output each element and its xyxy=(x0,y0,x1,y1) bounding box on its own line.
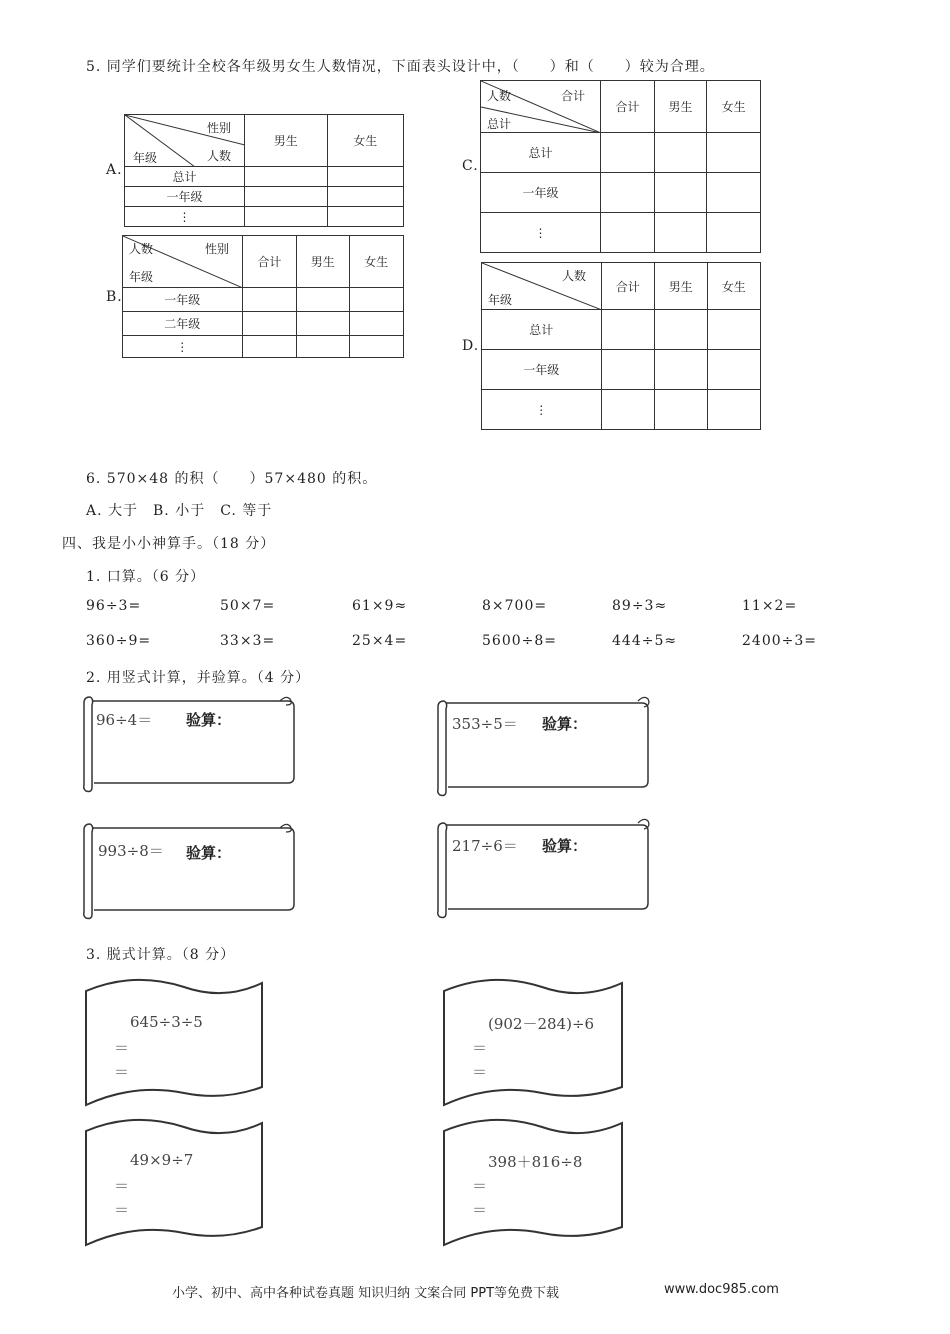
verify-label: 验算： xyxy=(542,715,588,733)
header-top: 人数 xyxy=(562,269,587,283)
part-3-title: 3. 脱式计算。（8 分） xyxy=(86,947,236,963)
expression: 49×9÷7 xyxy=(130,1151,194,1169)
wave-shape xyxy=(442,975,626,1110)
row-label: 二年级 xyxy=(123,312,243,336)
scroll-shape xyxy=(80,820,298,920)
mental-math-item: 2400÷3= xyxy=(742,633,817,649)
header-bottom: 年级 xyxy=(129,270,154,284)
row-label: 一年级 xyxy=(123,288,243,312)
division-expression: 993÷8＝ xyxy=(98,842,164,860)
row-label: 总计 xyxy=(481,133,601,173)
scroll-frame xyxy=(80,820,298,920)
col-header: 女生 xyxy=(707,263,761,310)
option-c-diagonal-header xyxy=(481,81,601,133)
option-a-diagonal-header xyxy=(125,115,245,167)
wave-banner xyxy=(84,975,266,1110)
col-header: 合计 xyxy=(601,81,655,133)
mental-math-item: 5600÷8= xyxy=(482,633,557,649)
wave-banner xyxy=(442,975,626,1110)
col-header: 女生 xyxy=(349,236,403,288)
col-header: 合计 xyxy=(242,236,296,288)
equals-sign: ＝ xyxy=(472,1201,488,1219)
mental-math-item: 96÷3= xyxy=(86,598,142,614)
header-bottom: 总计 xyxy=(487,117,512,131)
expression: 645÷3÷5 xyxy=(130,1013,203,1031)
mental-math-item: 8×700= xyxy=(482,598,548,614)
division-expression: 353÷5＝ xyxy=(452,715,518,733)
scroll-shape xyxy=(434,815,652,919)
option-a-table xyxy=(124,114,404,227)
option-b-label: B. xyxy=(106,289,123,305)
scroll-frame xyxy=(434,693,652,797)
mental-math-item: 444÷5≈ xyxy=(612,633,678,649)
header-bottom: 年级 xyxy=(488,293,513,307)
option-c-table xyxy=(480,80,761,253)
col-header: 男生 xyxy=(655,263,707,310)
mental-math-item: 25×4= xyxy=(352,633,408,649)
option-b-diagonal-header xyxy=(123,236,243,288)
wave-shape xyxy=(84,1115,266,1250)
option-c-label: C. xyxy=(462,158,479,174)
question-6-choices: A. 大于 B. 小于 C. 等于 xyxy=(86,503,273,519)
verify-label: 验算： xyxy=(186,711,232,729)
part-1-title: 1. 口算。（6 分） xyxy=(86,569,206,585)
scroll-shape xyxy=(434,693,652,797)
header-bottom: 年级 xyxy=(133,151,158,165)
row-label: 总计 xyxy=(482,310,602,350)
header-top: 性别 xyxy=(207,121,232,135)
question-6-text: 6. 570×48 的积（ ）57×480 的积。 xyxy=(86,471,378,487)
option-d-label: D. xyxy=(462,338,480,354)
equals-sign: ＝ xyxy=(472,1039,488,1057)
option-d-table xyxy=(481,262,761,430)
equals-sign: ＝ xyxy=(114,1201,130,1219)
row-label: 一年级 xyxy=(125,187,245,207)
row-label: ⋮ xyxy=(481,213,601,253)
scroll-shape xyxy=(80,693,298,793)
option-b-table xyxy=(122,235,404,358)
row-label: 一年级 xyxy=(482,350,602,390)
wave-banner xyxy=(442,1115,626,1250)
header-mid: 人数 xyxy=(207,149,232,163)
row-label: 一年级 xyxy=(481,173,601,213)
option-d-diagonal-header xyxy=(482,263,602,310)
header-top-left: 人数 xyxy=(487,89,512,103)
footer-url[interactable]: www.doc985.com xyxy=(664,1282,779,1297)
division-expression: 217÷6＝ xyxy=(452,837,518,855)
scroll-frame xyxy=(434,815,652,919)
mental-math-item: 11×2= xyxy=(742,598,798,614)
header-top-right: 合计 xyxy=(561,89,586,103)
mental-math-item: 50×7= xyxy=(220,598,276,614)
equals-sign: ＝ xyxy=(114,1063,130,1081)
col-header: 男生 xyxy=(245,115,327,167)
row-label: ⋮ xyxy=(482,390,602,430)
col-header: 男生 xyxy=(654,81,707,133)
mental-math-item: 89÷3≈ xyxy=(612,598,668,614)
expression: 398＋816÷8 xyxy=(488,1153,583,1171)
division-expression: 96÷4＝ xyxy=(96,711,153,729)
row-label: 总计 xyxy=(125,167,245,187)
verify-label: 验算： xyxy=(542,837,588,855)
option-a-label: A. xyxy=(106,162,123,178)
part-2-title: 2. 用竖式计算，并验算。（4 分） xyxy=(86,670,311,686)
footer-text: 小学、初中、高中各种试卷真题 知识归纳 文案合同 PPT等免费下载 xyxy=(172,1286,560,1301)
mental-math-item: 61×9≈ xyxy=(352,598,408,614)
wave-shape xyxy=(442,1115,626,1250)
scroll-frame xyxy=(80,693,298,793)
row-label: ⋮ xyxy=(123,336,243,358)
col-header: 女生 xyxy=(327,115,404,167)
question-5-text: 5. 同学们要统计全校各年级男女生人数情况，下面表头设计中，（ ）和（ ）较为合理。 xyxy=(86,59,715,75)
verify-label: 验算： xyxy=(186,844,232,862)
col-header: 男生 xyxy=(297,236,349,288)
section-4-title: 四、我是小小神算手。（18 分） xyxy=(62,536,276,552)
row-label: ⋮ xyxy=(125,207,245,227)
equals-sign: ＝ xyxy=(114,1177,130,1195)
equals-sign: ＝ xyxy=(114,1039,130,1057)
header-top-left: 人数 xyxy=(129,242,154,256)
expression: (902－284)÷6 xyxy=(488,1015,595,1033)
equals-sign: ＝ xyxy=(472,1063,488,1081)
mental-math-item: 33×3= xyxy=(220,633,276,649)
col-header: 女生 xyxy=(707,81,761,133)
mental-math-item: 360÷9= xyxy=(86,633,152,649)
equals-sign: ＝ xyxy=(472,1177,488,1195)
wave-banner xyxy=(84,1115,266,1250)
col-header: 合计 xyxy=(601,263,654,310)
wave-shape xyxy=(84,975,266,1110)
header-top-right: 性别 xyxy=(205,242,230,256)
